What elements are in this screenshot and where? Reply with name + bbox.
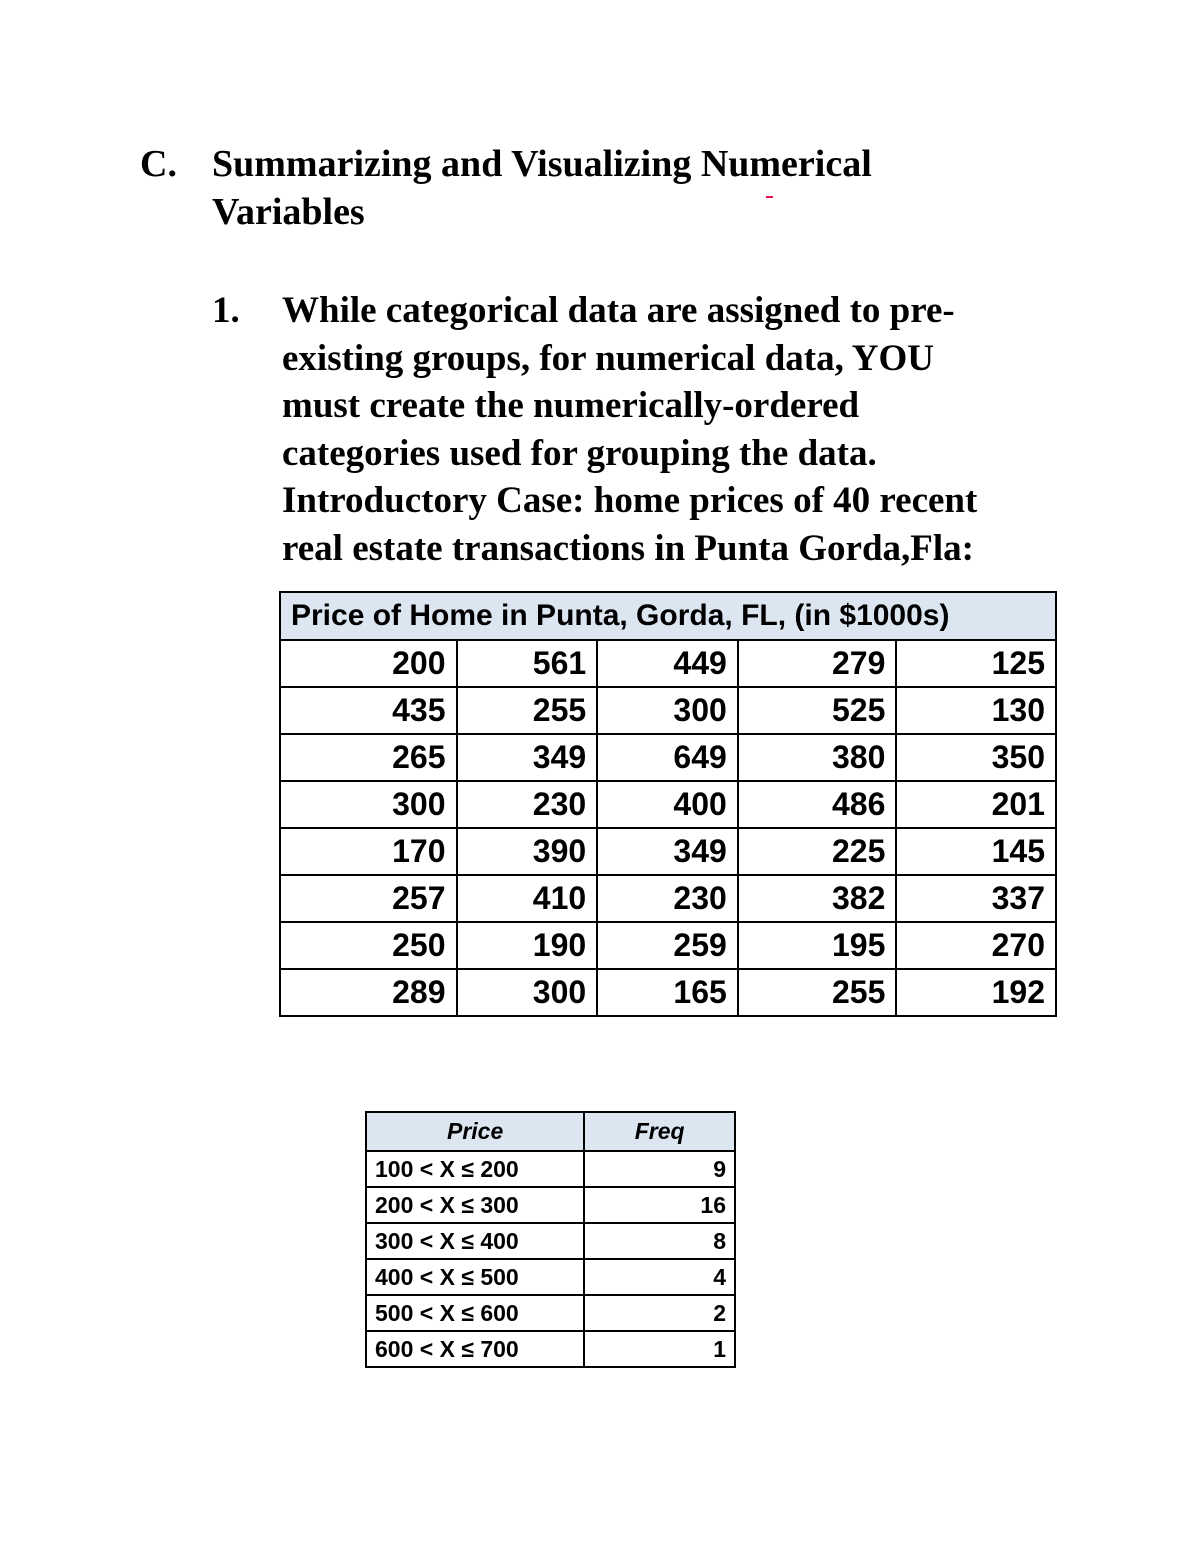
point-number: 1. — [212, 290, 240, 331]
price-cell: 349 — [457, 734, 598, 781]
table-row — [366, 1151, 735, 1187]
section-letter: C. — [140, 143, 177, 185]
price-cell: 259 — [597, 922, 738, 969]
point-line: categories used for grouping the data. — [282, 432, 877, 474]
point-line: real estate transactions in Punta Gorda,Fla: — [282, 527, 974, 569]
price-cell: 410 — [457, 875, 598, 922]
price-cell: 270 — [896, 922, 1056, 969]
range-cell: 600 < X ≤ 700 — [366, 1331, 584, 1367]
freq-header-price: Price — [366, 1112, 584, 1151]
price-cell: 390 — [457, 828, 598, 875]
price-cell: 300 — [280, 781, 457, 828]
spellcheck-mark — [766, 196, 773, 198]
point-line: Introductory Case: home prices of 40 recent — [282, 480, 978, 521]
price-table-header: Price of Home in Punta, Gorda, FL, (in $1000s) — [280, 592, 1056, 640]
price-cell: 337 — [896, 875, 1056, 922]
range-cell: 300 < X ≤ 400 — [366, 1223, 584, 1259]
table-row — [366, 1331, 735, 1367]
price-cell: 130 — [896, 687, 1056, 734]
price-cell: 349 — [597, 828, 738, 875]
price-cell: 435 — [280, 687, 457, 734]
price-cell: 170 — [280, 828, 457, 875]
count-cell: 16 — [584, 1187, 735, 1223]
price-cell: 195 — [738, 922, 897, 969]
price-cell: 486 — [738, 781, 897, 828]
price-cell: 649 — [597, 734, 738, 781]
price-cell: 289 — [280, 969, 457, 1016]
price-cell: 165 — [597, 969, 738, 1016]
price-cell: 230 — [457, 781, 598, 828]
count-cell: 8 — [584, 1223, 735, 1259]
count-cell: 2 — [584, 1295, 735, 1331]
count-cell: 1 — [584, 1331, 735, 1367]
price-cell: 525 — [738, 687, 897, 734]
price-cell: 265 — [280, 734, 457, 781]
price-cell: 255 — [457, 687, 598, 734]
price-cell: 300 — [457, 969, 598, 1016]
point-line: While categorical data are assigned to pre- — [282, 290, 955, 331]
price-cell: 257 — [280, 875, 457, 922]
table-row — [280, 734, 1056, 781]
price-cell: 200 — [280, 640, 457, 687]
table-row — [366, 1187, 735, 1223]
point-text — [282, 287, 1092, 572]
count-cell: 4 — [584, 1259, 735, 1295]
price-cell: 192 — [896, 969, 1056, 1016]
range-cell: 100 < X ≤ 200 — [366, 1151, 584, 1187]
point-line: existing groups, for numerical data, YOU — [282, 337, 934, 379]
price-cell: 561 — [457, 640, 598, 687]
price-cell: 145 — [896, 828, 1056, 875]
section-title: Summarizing and Visualizing Numerical Variables — [212, 143, 872, 233]
price-table — [279, 591, 1057, 1017]
price-cell: 250 — [280, 922, 457, 969]
price-cell: 380 — [738, 734, 897, 781]
table-row — [280, 781, 1056, 828]
table-row — [280, 969, 1056, 1016]
price-cell: 255 — [738, 969, 897, 1016]
price-cell: 190 — [457, 922, 598, 969]
table-row — [366, 1223, 735, 1259]
range-cell: 500 < X ≤ 600 — [366, 1295, 584, 1331]
price-cell: 300 — [597, 687, 738, 734]
table-row — [280, 687, 1056, 734]
count-cell: 9 — [584, 1151, 735, 1187]
price-cell: 400 — [597, 781, 738, 828]
point-line: must create the numerically-ordered — [282, 385, 860, 426]
table-row — [366, 1295, 735, 1331]
table-row — [280, 922, 1056, 969]
frequency-table — [365, 1111, 736, 1368]
freq-header-freq: Freq — [584, 1112, 735, 1151]
price-cell: 230 — [597, 875, 738, 922]
table-row — [280, 828, 1056, 875]
price-cell: 225 — [738, 828, 897, 875]
price-cell: 201 — [896, 781, 1056, 828]
table-row — [366, 1259, 735, 1295]
price-cell: 279 — [738, 640, 897, 687]
table-row — [280, 875, 1056, 922]
range-cell: 400 < X ≤ 500 — [366, 1259, 584, 1295]
range-cell: 200 < X ≤ 300 — [366, 1187, 584, 1223]
price-cell: 382 — [738, 875, 897, 922]
table-row — [280, 640, 1056, 687]
price-cell: 449 — [597, 640, 738, 687]
price-cell: 350 — [896, 734, 1056, 781]
price-cell: 125 — [896, 640, 1056, 687]
